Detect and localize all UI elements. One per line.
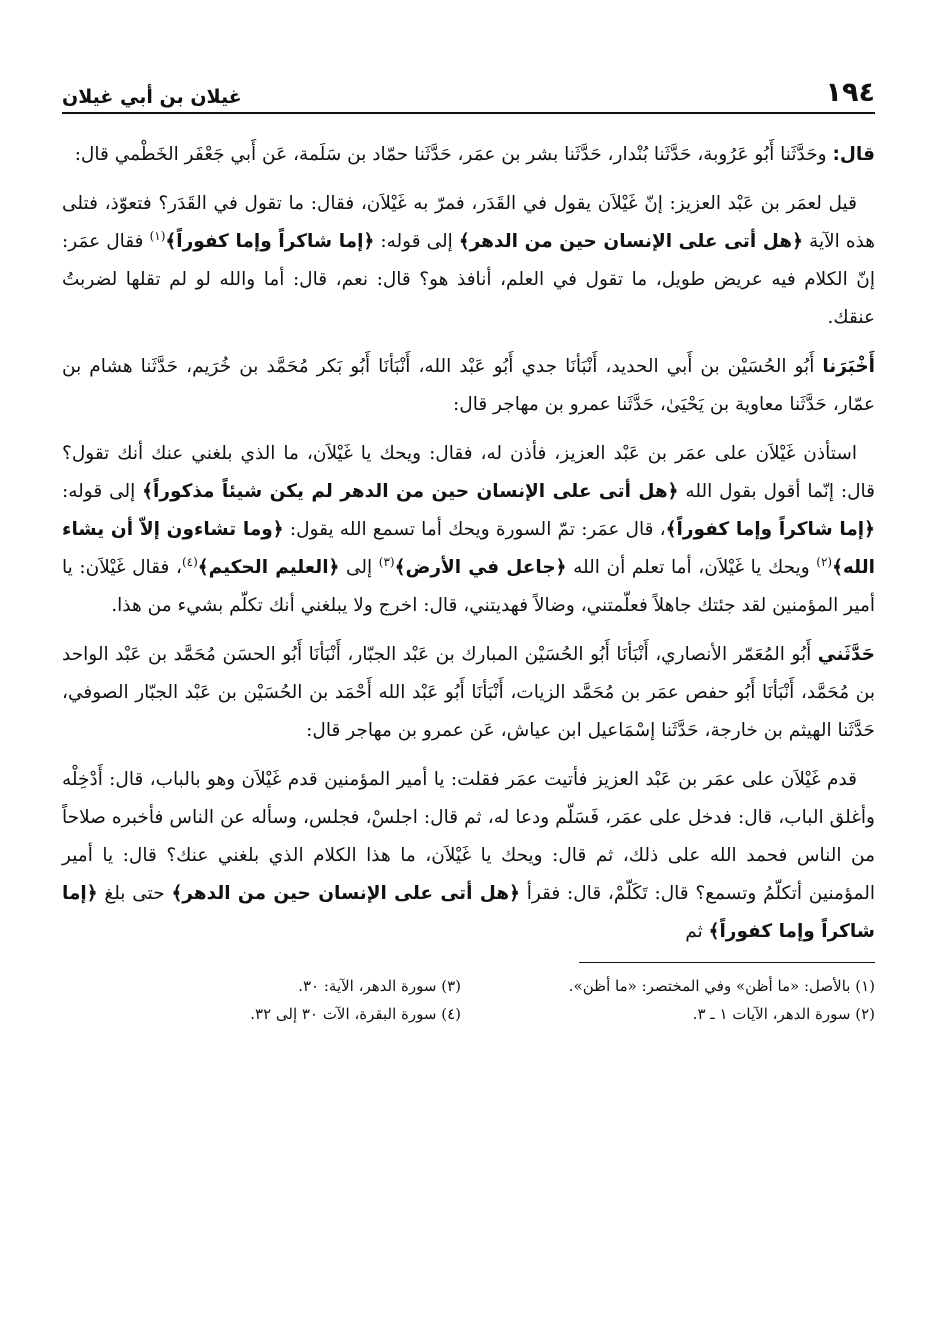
paragraph-text: وحَدَّثَنا أَبُو عَرُوبة، حَدَّثَنا بُنْدار، حَدَّثَنا بشر بن عمَر، حَدَّثَنا حمّاد بن سَلَمة، عَن أَبي جَعْفَر الخَطْمي قال:	[74, 144, 833, 165]
footnote-3: (٣) سورة الدهر، الآية: ٣٠.	[298, 977, 461, 995]
footnote-ref: (٤)	[181, 554, 198, 569]
text-run: ويحك يا غَيْلاَن، أما تعلم أن الله	[566, 557, 817, 578]
paragraph-matn-1	[62, 185, 875, 337]
text-run: ، فقال غَيْلاَن: يا أمير المؤمنين لقد جئتك جاهلاً فعلّمتني، وضالاً فهديتني، قال: اخرج ولا يبلغني أنك تكلّم بشيء من هذا.	[62, 557, 875, 616]
paragraph-isnad-1	[62, 136, 875, 174]
running-title: غيلان بن أبي غيلان	[62, 86, 242, 108]
paragraph-text: أَبُو الحُسَيْن بن أَبي الحديد، أَنْبَأنَا جدي أَبُو عَبْد الله، أَنْبَأنَا أَبُو بَكر مُحَمَّد بن خُرَيم، حَدَّثَنا هشام بن عمّار، حَدَّثَنا معاوية بن يَحْيَىٰ، حَدَّثَنا عمرو بن مهاجر قال:	[62, 356, 875, 415]
quran-quote: ﴿هل أتى على الإنسان حين من الدهر لم يكن شيئاً مذكوراً﴾	[142, 481, 679, 502]
text-run: استأذن غَيْلاَن على عمَر بن عَبْد العزيز، فأذن له، فقال: ويحك يا غَيْلاَن، ما الذي بلغني عنك أنك تقول؟ قال: إنّما أقول بقول الله	[62, 443, 875, 502]
footnote-4: (٤) سورة البقرة، الآت ٣٠ إلى ٣٢.	[250, 1005, 461, 1023]
page-number: ١٩٤	[825, 77, 875, 108]
text-run: إلى قوله:	[62, 481, 143, 502]
text-run: ، قال عمَر: تمّ السورة ويحك أما تسمع الله يقول:	[283, 519, 666, 540]
quran-quote: ﴿إما شاكراً وإما كفوراً﴾	[165, 231, 375, 252]
quran-quote: ﴿العليم الحكيم﴾	[197, 557, 340, 578]
text-run: فقال عمَر: إنّ الكلام فيه عريض طويل، ما تقول في العلم، أنافذ هو؟ قال: نعم، قال: أما والله لو لم تقلها لضربتُ عنقك.	[62, 231, 875, 328]
paragraph-text: أَبُو المُعَمّر الأنصاري، أَنْبَأنَا أَبُو الحُسَيْن المبارك بن عَبْد الجبّار، أَنْبَأنَا أَبُو الحسَن مُحَمَّد بن عَبْد الواحد بن مُحَمَّد، أَنْبَأنَا أَبُو حفص عمَر بن مُحَمَّد الزيات، أَنْبَأنَا أَبُو عَبْد الله أَحْمَد بن الحُسَيْن بن عَبْد الجبّار الصوفي، حَدَّثَنا الهيثم بن خارجة، حَدَّثَنا إسْمَاعيل ابن عياش، عَن عمرو بن مهاجر قال:	[62, 644, 875, 741]
narration-lead: أَخْبَرَنا	[822, 356, 875, 377]
text-run: إلى قوله:	[374, 231, 459, 252]
footnote-ref: (٣)	[378, 554, 395, 569]
quran-quote: ﴿إما شاكراً وإما كفوراً﴾	[62, 883, 875, 942]
footnotes	[75, 973, 875, 1027]
paragraph-isnad-3	[62, 636, 875, 750]
narration-lead: حَدَّثَني	[817, 644, 875, 665]
book-page	[62, 70, 875, 1027]
paragraph-matn-3	[62, 761, 875, 951]
footnote-1: (١) بالأصل: «ما أظن» وفي المختصر: «ما أظن».	[568, 977, 875, 995]
text-run: قيل لعمَر بن عَبْد العزيز: إنّ غَيْلاَن يقول في القَدَر، فمرّ به غَيْلاَن، فقال: ما تقول في القَدَر؟ فتعوّذ، فتلى هذه الآية	[62, 193, 875, 252]
text-run: إلى	[339, 557, 379, 578]
footnote-divider	[579, 962, 875, 963]
paragraph-isnad-2	[62, 348, 875, 424]
footnote-ref: (٢)	[816, 554, 833, 569]
quran-quote: ﴿إما شاكراً وإما كفوراً﴾	[665, 519, 875, 540]
footnote-ref: (١)	[149, 228, 166, 243]
quran-quote: ﴿هل أتى على الإنسان حين من الدهر﴾	[458, 231, 803, 252]
narration-lead: قال:	[832, 144, 875, 165]
text-run: ثم	[685, 921, 709, 942]
text-run: حتى بلغ	[97, 883, 172, 904]
footnote-2: (٢) سورة الدهر، الآيات ١ ـ ٣.	[692, 1005, 875, 1023]
text-run: قدم غَيْلاَن على عمَر بن عَبْد العزيز فأتيت عمَر فقلت: يا أمير المؤمنين قدم غَيْلاَن وهو بالباب، قال: أَدْخِلْه وأغلق الباب، قال: فدخل على عمَر، فَسَلّم ودعا له، ثم قال: اجلسْ، فجلس، وسأله عن الناس فأخبره صلاحاً من الناس فحمد الله على ذلك، ثم قال: ويحك يا غَيْلاَن، ما هذا الكلام الذي بلغني عنك؟ قال: يا أمير المؤمنين أتكلّمُ وتسمع؟ قال: تَكَلّمْ، قال: فقرأ	[62, 769, 875, 904]
quran-quote: ﴿هل أتى على الإنسان حين من الدهر﴾	[171, 883, 520, 904]
page-body	[62, 136, 875, 951]
page-header	[62, 70, 875, 114]
quran-quote: ﴿وما تشاءون إلاّ أن يشاء الله﴾	[62, 519, 875, 578]
paragraph-matn-2	[62, 435, 875, 625]
quran-quote: ﴿جاعل في الأرض﴾	[394, 557, 567, 578]
